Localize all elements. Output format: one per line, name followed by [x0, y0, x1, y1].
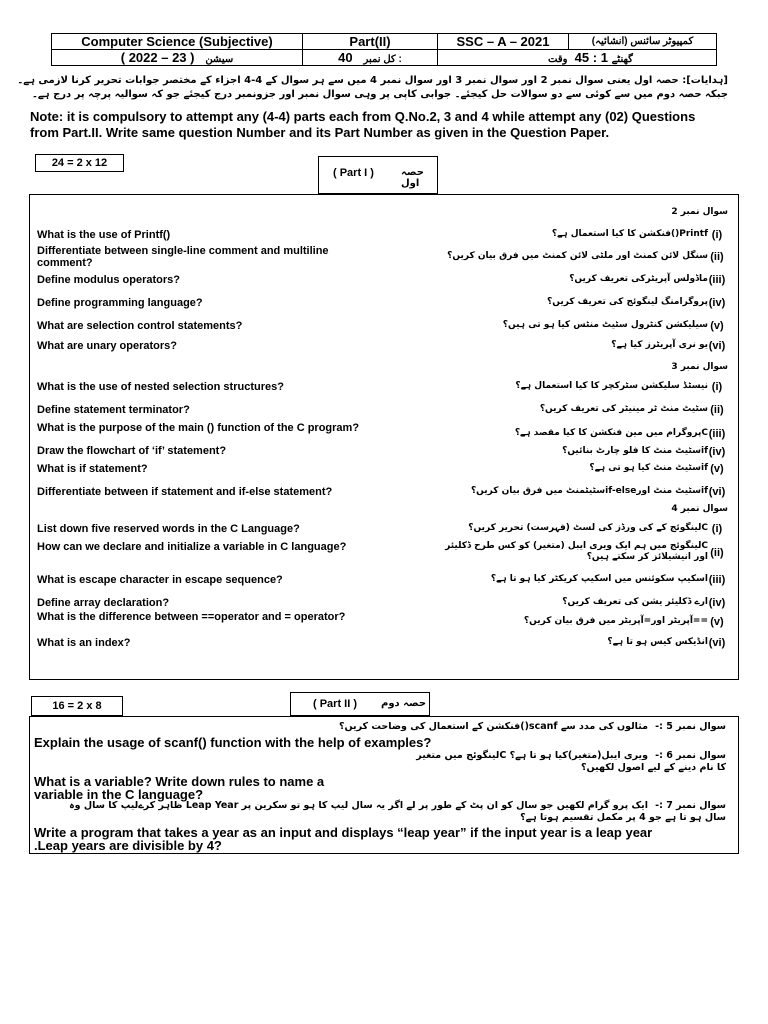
q3-iv-en: Draw the flowchart of ‘if’ statement? [37, 445, 227, 457]
q2-iii-ur: ماڈولس آپریٹرکی تعریف کریں؟ [569, 274, 708, 284]
q3-iii-num: (iii) [708, 428, 726, 440]
section-label-q4: سوال نمبر 4 [671, 504, 728, 514]
note-line-2: from Part.II. Write same question Number and its Part Number as given in the Question Paper. [30, 125, 610, 140]
q4-i-num: (i) [711, 523, 723, 535]
q3-ii-num: (ii) [710, 404, 724, 416]
q4-iv-num: (iv) [708, 597, 726, 609]
exam-label: SSC – A – 2021 [438, 34, 569, 50]
q4-iii-num: (iii) [708, 574, 726, 586]
part2-title-ur: حصہ دوم [381, 698, 427, 709]
q2-vi-en: What are unary operators? [37, 340, 177, 352]
time-label: وقت [548, 54, 568, 65]
q2-i-ur: Printf()فنکشن کا کیا استعمال ہے؟ [551, 229, 708, 239]
part2-title-box [290, 692, 430, 716]
part2-marks-box: 16 = 2 x 8 [31, 696, 123, 716]
q4-iii-en: What is escape character in escape sequence? [37, 574, 283, 586]
marks-cell [303, 50, 438, 66]
q4-vi-en: What is an index? [37, 637, 131, 649]
q4-i-ur: Cلینگوئج کے کی ورڈز کی لسٹ (فہرست) تحریر کریں؟ [468, 523, 708, 533]
instructions-line-2: جبکہ حصہ دوم میں سے کوئی سے دو سوالات حل کیجئے۔ جوابی کاپی پر وہی سوال نمبر اور جزونمبر درج کیجئے جو کہ سوالیہ پرچہ پر درج ہے۔ [32, 89, 728, 100]
q4-vi-ur: انڈیکس کیس ہو تا ہے؟ [607, 637, 708, 647]
q2-i-en: What is the use of Printf() [37, 229, 171, 241]
q4-v-ur: ==آپریٹر اور=آپریٹر میں فرق بیان کریں؟ [523, 616, 708, 626]
part-label: Part(II) [303, 34, 438, 50]
q2-iv-num: (iv) [708, 297, 726, 309]
q3-v-ur: ifسٹیٹ منٹ کیا ہو تی ہے؟ [589, 463, 708, 473]
q3-v-num: (v) [710, 463, 724, 475]
q5-ur: مثالوں کی مدد سے scanf()فنکشن کے استعمال کی وضاحت کریں؟ [339, 721, 648, 732]
part2-title-en: ( Part II ) [313, 698, 358, 710]
q6-en-line-1: What is a variable? Write down rules to name a [34, 774, 325, 789]
q6-ur-line-1: ویری ایبل(متغیر)کیا ہو تا ہے؟ Cلینگوئج میں متغیر [416, 750, 648, 761]
part1-marks-box: 24 = 2 x 12 [35, 154, 124, 172]
q4-ii-ur: Cلینگوئج میں ہم ایک ویری ایبل (متغیر) کو کس طرح ڈکلیئر اور انیشیلائز کر سکتے ہیں؟ [445, 541, 708, 562]
marks-value: 40 [338, 50, 353, 65]
q4-ii-num: (ii) [710, 547, 724, 559]
q6-ur-line-2: کا نام دینے کے لیے اصول لکھیں؟ [581, 762, 726, 773]
q4-vi-num: (vi) [708, 637, 726, 649]
section-label-q2: سوال نمبر 2 [671, 207, 728, 217]
q3-vi-num: (vi) [708, 486, 726, 498]
q7-ur-line-2: سال ہو تا ہے جو 4 پر مکمل تقسیم ہوتا ہے؟ [520, 812, 726, 823]
q3-iv-num: (iv) [708, 446, 726, 458]
q2-v-num: (v) [710, 320, 724, 332]
q2-ii-num: (ii) [710, 251, 724, 263]
q7-en-line-1: Write a program that takes a year as an input and displays “leap year” if the input year is a leap year [34, 825, 653, 840]
q4-iv-ur: ارے ڈکلیئر یشن کی تعریف کریں؟ [562, 597, 708, 607]
q4-i-en: List down five reserved words in the C Language? [37, 523, 300, 535]
part1-title-box [318, 156, 438, 194]
time-unit: گھنٹے [611, 54, 633, 65]
note-line-1: Note: it is compulsory to attempt any (4-4) parts each from Q.No.2, 3 and 4 while attempt any (02) Questions [30, 109, 696, 124]
q2-v-en: What are selection control statements? [37, 320, 243, 332]
q2-iv-en: Define programming language? [37, 297, 203, 309]
q2-iii-num: (iii) [708, 274, 726, 286]
q2-iii-en: Define modulus operators? [37, 274, 181, 286]
subject-english: Computer Science (Subjective) [52, 34, 303, 50]
q2-i-num: (i) [711, 229, 723, 241]
q3-iii-en: What is the purpose of the main () function of the C program? [37, 422, 360, 434]
q2-vi-ur: یو نری آپریٹرز کیا ہے؟ [611, 340, 708, 350]
instructions-line-1: [ہدایات]: حصہ اول یعنی سوال نمبر 2 اور سوال نمبر 3 اور سوال نمبر 4 میں سے ہر سوال کے 4-4 اجزاء کے مختصر جوابات تحریر کرنا لازمی ہے۔ [17, 75, 728, 86]
header-table [51, 33, 717, 66]
q4-v-num: (v) [710, 616, 724, 628]
q4-v-en: What is the difference between ==operator and = operator? [37, 611, 346, 623]
q4-iv-en: Define array declaration? [37, 597, 170, 609]
session-cell [52, 50, 303, 66]
session-year: ( 2022 – 23 ) [120, 50, 195, 65]
q3-ii-ur: سٹیٹ منٹ ٹر مینیٹر کی تعریف کریں؟ [539, 404, 708, 414]
q2-ii-en: Differentiate between single-line comment and multiline comment? [37, 245, 329, 269]
q3-i-ur: نیسٹڈ سلیکشن سٹرکچر کا کیا استعمال ہے؟ [515, 381, 708, 391]
part1-title-ur: حصہ اول [401, 167, 424, 189]
time-cell [438, 50, 717, 66]
q6-label: سوال نمبر 6 :- [655, 750, 726, 761]
q2-iv-ur: پروگرامنگ لینگوئج کی تعریف کریں؟ [547, 297, 708, 307]
q3-iii-ur: Cپروگرام میں مین فنکشن کا کیا مقصد ہے؟ [514, 428, 708, 438]
q6-en-line-2: variable in the C language? [34, 787, 204, 802]
q3-iv-ur: ifسٹیٹ منٹ کا فلو چارٹ بنائیں؟ [562, 446, 708, 456]
q3-vi-ur: ifسٹیٹ منٹ اورif-elseسٹیٹمنٹ میں فرق بیان کریں؟ [470, 486, 708, 496]
q3-i-en: What is the use of nested selection structures? [37, 381, 284, 393]
q2-vi-num: (vi) [708, 340, 726, 352]
q3-v-en: What is if statement? [37, 463, 148, 475]
q4-iii-ur: اسکیپ سکوئنس میں اسکیپ کریکٹر کیا ہو تا ہے؟ [490, 574, 708, 584]
q5-en: Explain the usage of scanf() function with the help of examples? [34, 735, 432, 750]
part1-title-en: ( Part I ) [333, 167, 374, 179]
q4-ii-en: How can we declare and initialize a variable in C language? [37, 541, 347, 553]
q7-ur-line-1: ایک پرو گرام لکھیں جو سال کو ان پٹ کے طور پر لے اگر یہ سال لیپ کا ہو تو سکرین پر Leap Year ظاہر کرےلیپ کا سال وہ [69, 800, 648, 811]
time-value: 1 : 45 [574, 50, 608, 65]
q2-v-ur: سیلیکشن کنٹرول سٹیٹ منٹس کیا ہو تی ہیں؟ [502, 320, 708, 330]
q7-en-line-2: .Leap years are divisible by 4? [34, 838, 222, 853]
section-label-q3: سوال نمبر 3 [671, 362, 728, 372]
session-label: سیشن [205, 54, 234, 65]
q7-label: سوال نمبر 7 :- [655, 800, 726, 811]
q3-i-num: (i) [711, 381, 723, 393]
subject-urdu: کمپیوٹر سائنس (انشائیہ) [569, 34, 717, 50]
q2-ii-ur: سنگل لائن کمنٹ اور ملٹی لائن کمنٹ میں فرق بیان کریں؟ [447, 251, 708, 261]
q5-label: سوال نمبر 5 :- [655, 721, 726, 732]
marks-label: کل نمبر : [363, 54, 402, 65]
q3-ii-en: Define statement terminator? [37, 404, 190, 416]
q3-vi-en: Differentiate between if statement and if-else statement? [37, 486, 333, 498]
